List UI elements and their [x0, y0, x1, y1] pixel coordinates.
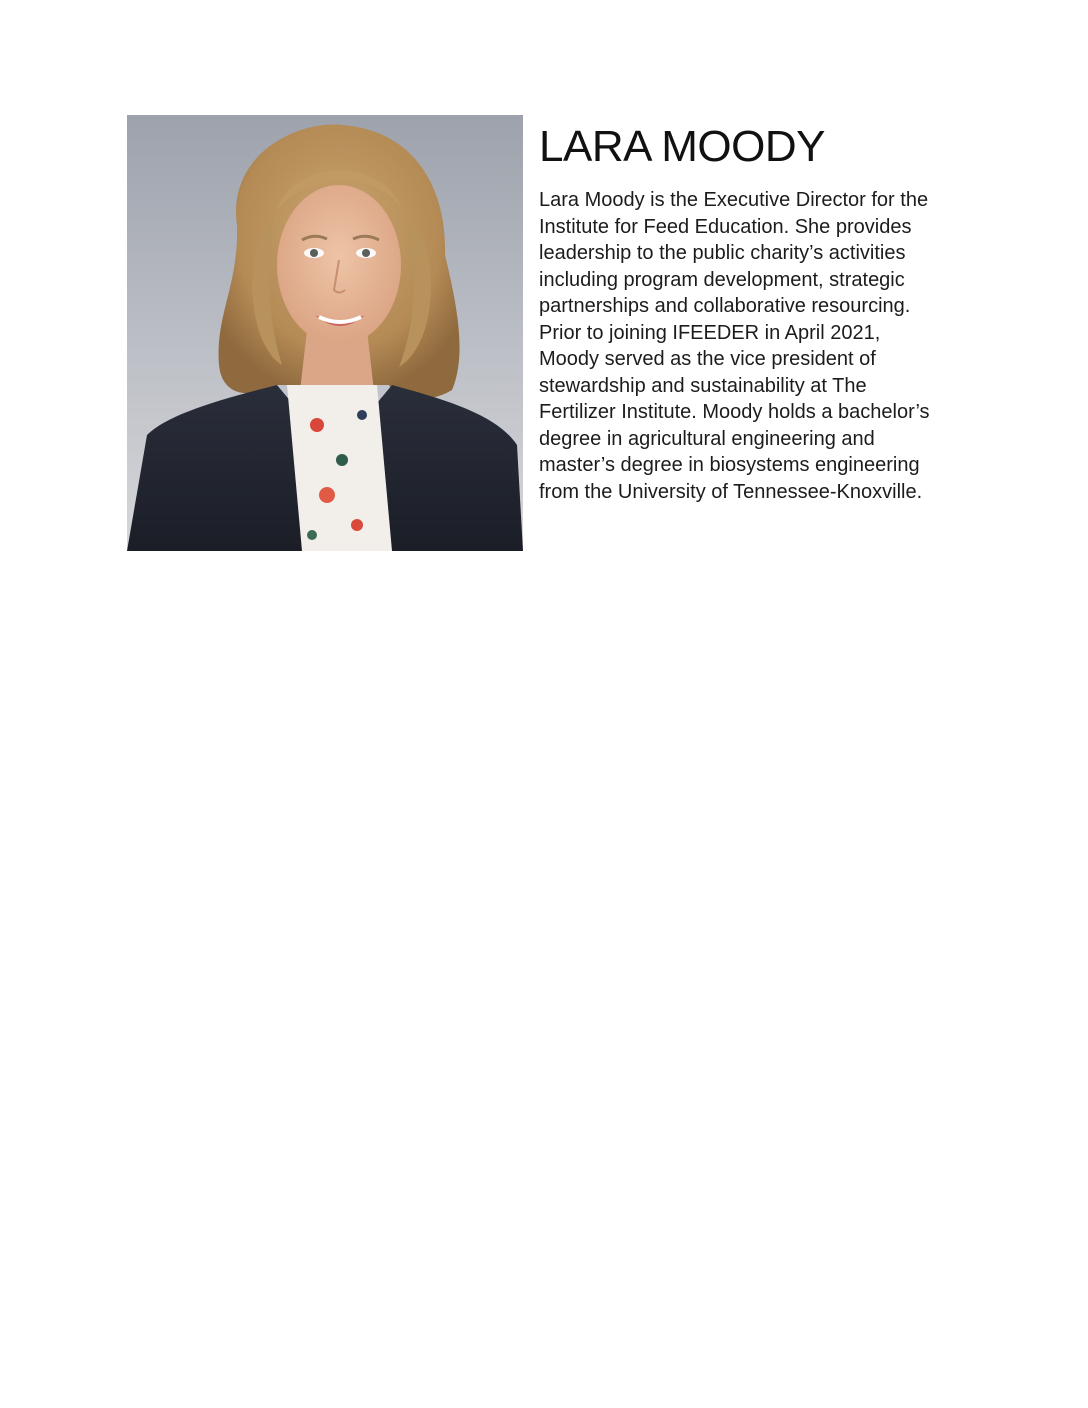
person-name: LARA MOODY [539, 122, 825, 171]
headshot-photo [127, 115, 523, 551]
bio-line: partnerships and collaborative resourcing. [539, 295, 911, 317]
bio-line: stewardship and sustainability at The [539, 374, 867, 397]
biography-paragraph [539, 187, 979, 505]
headshot-illustration [127, 115, 523, 551]
bio-line: Moody served as the vice president of [539, 348, 876, 370]
bio-line: Lara Moody is the Executive Director for the [539, 189, 929, 211]
bio-line: from the University of Tennessee-Knoxville. [539, 480, 923, 503]
bio-line: Fertilizer Institute. Moody holds a bachelor’s [539, 401, 930, 423]
bio-line: Prior to joining IFEEDER in April 2021, [539, 321, 881, 344]
bio-line: master’s degree in biosystems engineering [539, 454, 920, 476]
bio-line: Institute for Feed Education. She provides [539, 215, 912, 238]
bio-line: including program development, strategic [539, 268, 905, 291]
bio-line: degree in agricultural engineering and [539, 427, 875, 450]
bio-line: leadership to the public charity’s activities [539, 242, 906, 264]
